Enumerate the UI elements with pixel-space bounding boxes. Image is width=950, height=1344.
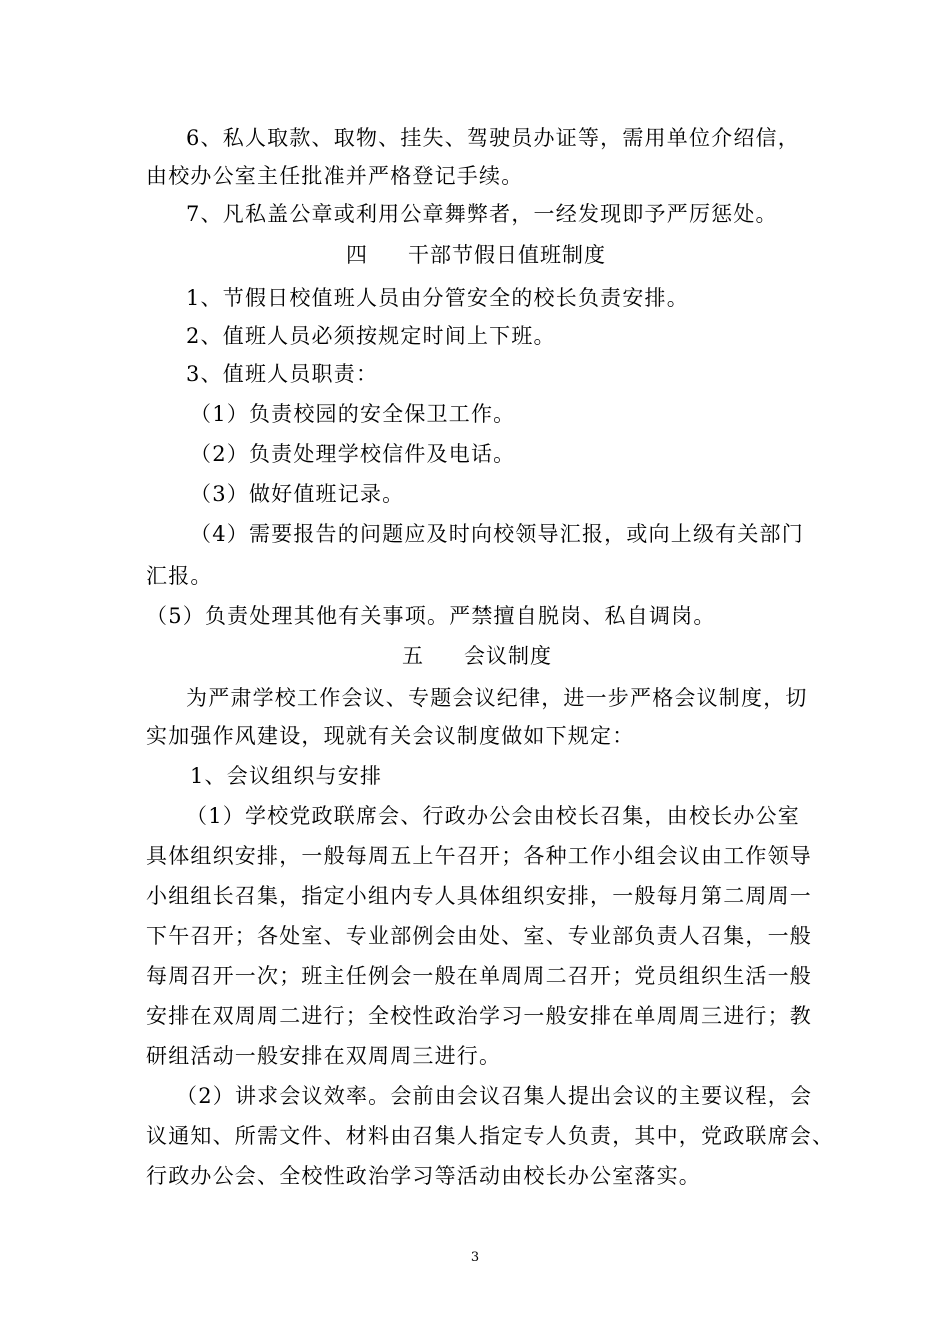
section-number: 五 [402, 644, 424, 668]
paragraph-line: 由校办公室主任批准并严格登记手续。 [146, 164, 524, 188]
section-heading-4 [346, 241, 606, 269]
paragraph-line: 实加强作风建设，现就有关会议制度做如下规定： [146, 724, 635, 748]
paragraph-line: （2）讲求会议效率。会前由会议召集人提出会议的主要议程，会 [176, 1084, 813, 1108]
list-item: （2）负责处理学校信件及电话。 [190, 442, 516, 466]
section-title: 会议制度 [464, 644, 552, 668]
paragraph-line: 1、会议组织与安排 [190, 764, 383, 788]
section-title: 干部节假日值班制度 [408, 243, 606, 267]
paragraph-line: 具体组织安排，一般每周五上午召开；各种工作小组会议由工作领导 [146, 844, 812, 868]
list-item: （3）做好值班记录。 [190, 482, 405, 506]
paragraph-line: 汇报。 [146, 564, 213, 588]
list-item: （1）负责校园的安全保卫工作。 [190, 402, 516, 426]
paragraph-line: 研组活动一般安排在双周周三进行。 [146, 1044, 502, 1068]
paragraph-line: 7、凡私盖公章或利用公章舞弊者，一经发现即予严厉惩处。 [186, 202, 778, 226]
paragraph-line: 3、值班人员职责： [186, 362, 379, 386]
paragraph-line: 安排在双周周二进行；全校性政治学习一般安排在单周周三进行；教 [146, 1004, 812, 1028]
paragraph-line: （1）学校党政联席会、行政办公会由校长召集，由校长办公室 [186, 804, 800, 828]
paragraph-line: 6、私人取款、取物、挂失、驾驶员办证等，需用单位介绍信， [186, 126, 800, 150]
section-heading-5 [402, 642, 552, 670]
paragraph-line: 每周召开一次；班主任例会一般在单周周二召开；党员组织生活一般 [146, 964, 812, 988]
section-number: 四 [346, 243, 368, 267]
paragraph-line: 为严肃学校工作会议、专题会议纪律，进一步严格会议制度，切 [186, 686, 808, 710]
list-item: （4）需要报告的问题应及时向校领导汇报，或向上级有关部门 [190, 522, 804, 546]
paragraph-line: 2、值班人员必须按规定时间上下班。 [186, 324, 556, 348]
paragraph-line: 议通知、所需文件、材料由召集人指定专人负责，其中，党政联席会、 [146, 1124, 835, 1148]
paragraph-line: 小组组长召集，指定小组内专人具体组织安排，一般每月第二周周一 [146, 884, 812, 908]
paragraph-line: 行政办公会、全校性政治学习等活动由校长办公室落实。 [146, 1164, 701, 1188]
paragraph-line: 1、节假日校值班人员由分管安全的校长负责安排。 [186, 286, 689, 310]
paragraph-line: 下午召开；各处室、专业部例会由处、室、专业部负责人召集，一般 [146, 924, 812, 948]
page-number: 3 [470, 1250, 480, 1265]
list-item: （5）负责处理其他有关事项。严禁擅自脱岗、私自调岗。 [146, 604, 716, 628]
